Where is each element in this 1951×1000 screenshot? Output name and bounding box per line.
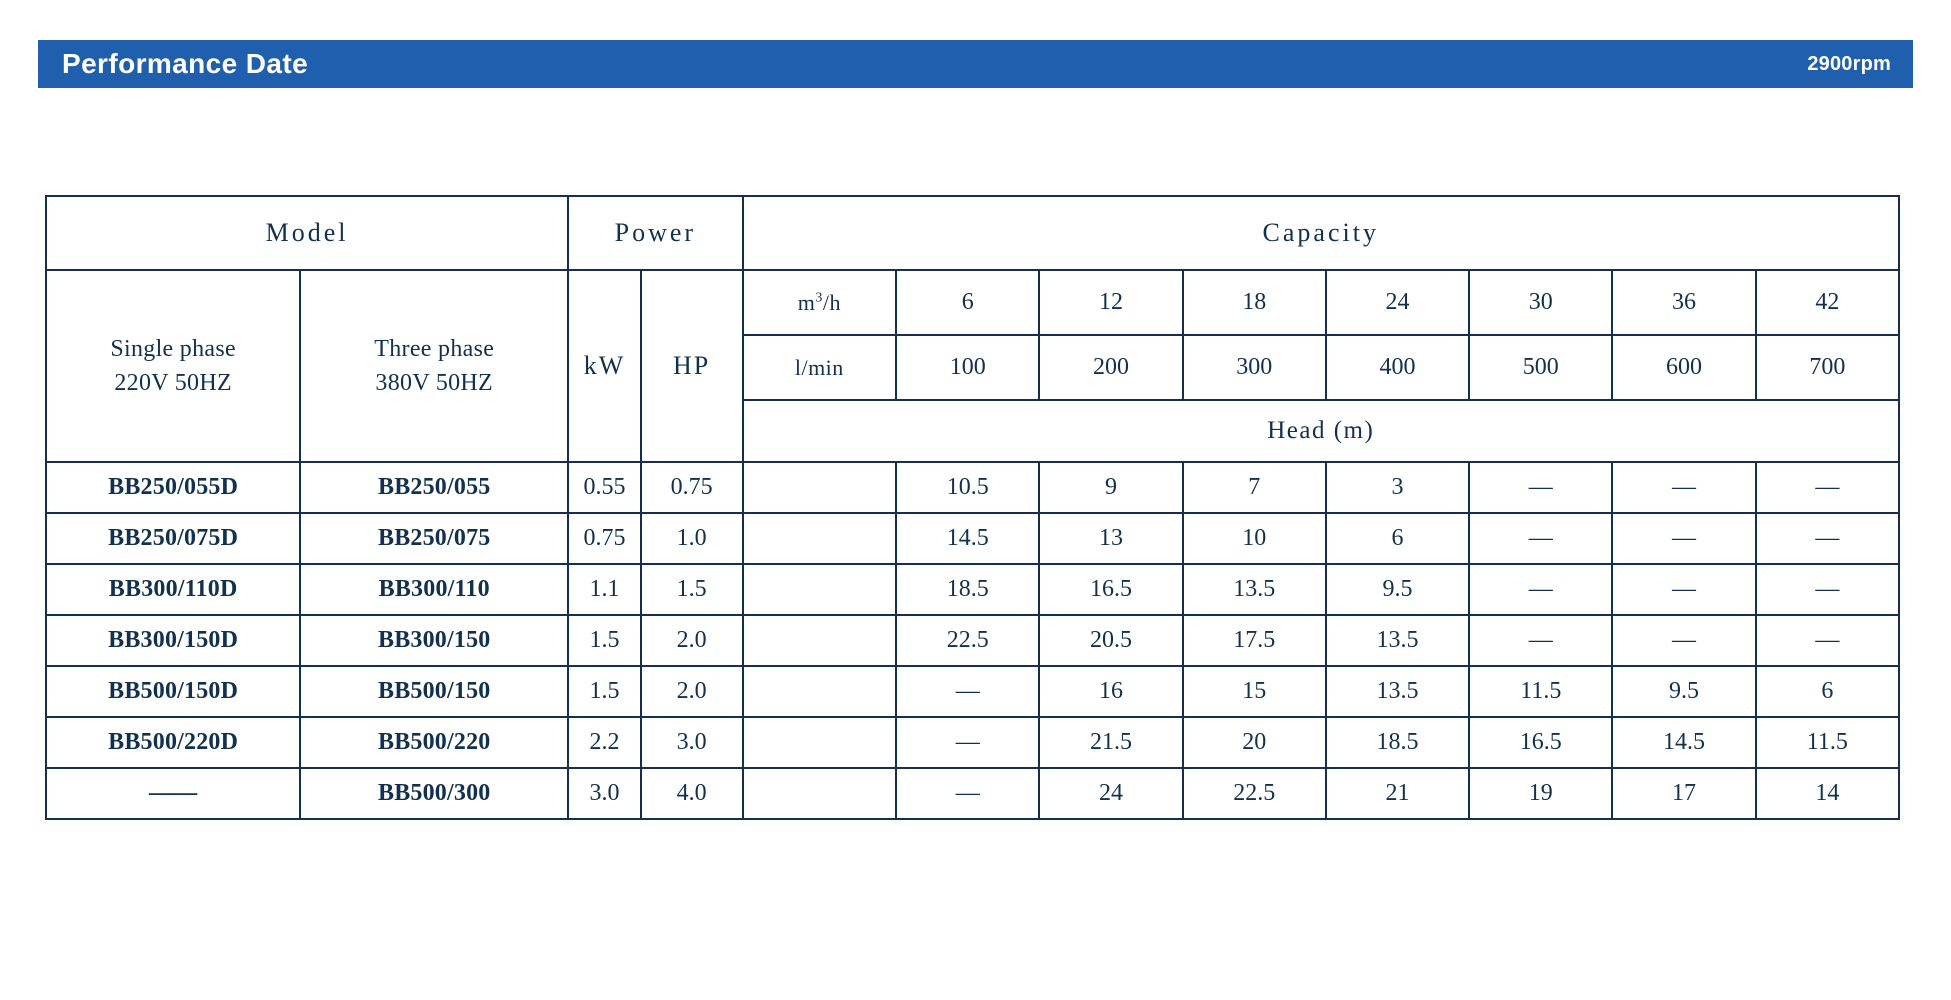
cell-head-3: 13.5: [1183, 564, 1326, 615]
cell-head-4: 13.5: [1326, 666, 1469, 717]
cell-head-7: —: [1756, 513, 1899, 564]
header-unit-m3h-exponent: 3: [815, 290, 823, 306]
header-three-phase-line1: Three phase: [374, 335, 495, 362]
section-header-banner: [38, 40, 1913, 88]
cell-head-3: 20: [1183, 717, 1326, 768]
cell-head-6: 14.5: [1612, 717, 1755, 768]
header-head-m: Head (m): [743, 400, 1899, 462]
cell-head-3: 10: [1183, 513, 1326, 564]
cell-head-5: —: [1469, 564, 1612, 615]
cell-head-1: —: [896, 717, 1039, 768]
header-single-phase-line1: Single phase: [110, 335, 236, 362]
cell-single-phase-model: ――: [46, 768, 300, 819]
cell-head-5: —: [1469, 513, 1612, 564]
cell-head-6: 17: [1612, 768, 1755, 819]
capacity-lmin-6: 600: [1612, 335, 1755, 400]
cell-head-1: 10.5: [896, 462, 1039, 513]
performance-table-wrapper: [45, 195, 1900, 820]
cell-kw: 1.5: [568, 615, 641, 666]
header-single-phase-line2: 220V 50HZ: [114, 370, 232, 396]
cell-head-7: 14: [1756, 768, 1899, 819]
capacity-m3h-3: 18: [1183, 270, 1326, 335]
capacity-m3h-2: 12: [1039, 270, 1182, 335]
header-model: Model: [46, 196, 568, 270]
cell-single-phase-model: BB500/150D: [46, 666, 300, 717]
cell-kw: 1.5: [568, 666, 641, 717]
cell-single-phase-model: BB300/110D: [46, 564, 300, 615]
cell-three-phase-model: BB500/150: [300, 666, 568, 717]
capacity-lmin-5: 500: [1469, 335, 1612, 400]
header-unit-lmin: l/min: [743, 335, 897, 400]
table-row: [46, 768, 1899, 819]
cell-head-3: 22.5: [1183, 768, 1326, 819]
cell-head-5: 11.5: [1469, 666, 1612, 717]
cell-kw: 1.1: [568, 564, 641, 615]
rpm-badge: 2900rpm: [1807, 52, 1891, 75]
cell-head-2: 16.5: [1039, 564, 1182, 615]
header-kw: kW: [568, 270, 641, 462]
cell-head-1: 22.5: [896, 615, 1039, 666]
cell-single-phase-model: BB250/075D: [46, 513, 300, 564]
table-row: [46, 513, 1899, 564]
cell-head-4: 9.5: [1326, 564, 1469, 615]
table-header-group-row: [46, 196, 1899, 270]
cell-head-2: 13: [1039, 513, 1182, 564]
cell-hp: 2.0: [641, 615, 743, 666]
cell-head-0: [743, 462, 897, 513]
cell-head-0: [743, 768, 897, 819]
capacity-m3h-7: 42: [1756, 270, 1899, 335]
cell-hp: 2.0: [641, 666, 743, 717]
cell-head-6: —: [1612, 564, 1755, 615]
header-unit-m3h-tail: /h: [822, 289, 841, 315]
cell-head-2: 9: [1039, 462, 1182, 513]
cell-head-0: [743, 564, 897, 615]
header-three-phase-line2: 380V 50HZ: [375, 370, 494, 396]
cell-hp: 1.5: [641, 564, 743, 615]
cell-three-phase-model: BB500/220: [300, 717, 568, 768]
cell-single-phase-model: BB250/055D: [46, 462, 300, 513]
header-unit-m3h-base: m: [797, 289, 816, 315]
cell-hp: 4.0: [641, 768, 743, 819]
cell-head-4: 18.5: [1326, 717, 1469, 768]
cell-single-phase-model: BB300/150D: [46, 615, 300, 666]
cell-head-2: 24: [1039, 768, 1182, 819]
performance-table: [45, 195, 1900, 820]
capacity-m3h-6: 36: [1612, 270, 1755, 335]
header-three-phase: [300, 270, 568, 462]
cell-head-7: 11.5: [1756, 717, 1899, 768]
cell-head-5: 19: [1469, 768, 1612, 819]
cell-three-phase-model: BB300/150: [300, 615, 568, 666]
cell-head-4: 3: [1326, 462, 1469, 513]
cell-head-6: —: [1612, 513, 1755, 564]
table-row: [46, 564, 1899, 615]
page-title: Performance Date: [62, 48, 309, 79]
cell-head-5: —: [1469, 462, 1612, 513]
cell-head-0: [743, 666, 897, 717]
capacity-m3h-1: 6: [896, 270, 1039, 335]
cell-three-phase-model: BB300/110: [300, 564, 568, 615]
cell-single-phase-model: BB500/220D: [46, 717, 300, 768]
table-row: [46, 666, 1899, 717]
cell-head-1: —: [896, 666, 1039, 717]
cell-hp: 1.0: [641, 513, 743, 564]
capacity-lmin-4: 400: [1326, 335, 1469, 400]
cell-hp: 3.0: [641, 717, 743, 768]
cell-head-6: 9.5: [1612, 666, 1755, 717]
table-row: [46, 615, 1899, 666]
table-row: [46, 462, 1899, 513]
capacity-m3h-4: 24: [1326, 270, 1469, 335]
header-single-phase: [46, 270, 300, 462]
cell-three-phase-model: BB250/075: [300, 513, 568, 564]
table-header-m3h-row: [46, 270, 1899, 335]
header-unit-m3h: [743, 270, 897, 335]
cell-head-3: 17.5: [1183, 615, 1326, 666]
cell-head-2: 20.5: [1039, 615, 1182, 666]
cell-head-4: 13.5: [1326, 615, 1469, 666]
cell-kw: 3.0: [568, 768, 641, 819]
cell-head-1: 18.5: [896, 564, 1039, 615]
cell-head-3: 7: [1183, 462, 1326, 513]
cell-head-5: 16.5: [1469, 717, 1612, 768]
cell-kw: 0.75: [568, 513, 641, 564]
cell-head-2: 16: [1039, 666, 1182, 717]
cell-head-1: —: [896, 768, 1039, 819]
cell-kw: 0.55: [568, 462, 641, 513]
cell-head-0: [743, 717, 897, 768]
cell-head-7: —: [1756, 564, 1899, 615]
cell-head-5: —: [1469, 615, 1612, 666]
cell-head-3: 15: [1183, 666, 1326, 717]
cell-kw: 2.2: [568, 717, 641, 768]
cell-three-phase-model: BB500/300: [300, 768, 568, 819]
capacity-m3h-5: 30: [1469, 270, 1612, 335]
table-row: [46, 717, 1899, 768]
cell-head-1: 14.5: [896, 513, 1039, 564]
cell-head-0: [743, 513, 897, 564]
header-hp: HP: [641, 270, 743, 462]
cell-head-2: 21.5: [1039, 717, 1182, 768]
cell-head-6: —: [1612, 462, 1755, 513]
cell-head-4: 6: [1326, 513, 1469, 564]
capacity-lmin-7: 700: [1756, 335, 1899, 400]
cell-three-phase-model: BB250/055: [300, 462, 568, 513]
capacity-lmin-3: 300: [1183, 335, 1326, 400]
cell-head-7: —: [1756, 615, 1899, 666]
cell-head-4: 21: [1326, 768, 1469, 819]
cell-head-7: 6: [1756, 666, 1899, 717]
capacity-lmin-1: 100: [896, 335, 1039, 400]
cell-head-7: —: [1756, 462, 1899, 513]
header-capacity: Capacity: [743, 196, 1899, 270]
capacity-lmin-2: 200: [1039, 335, 1182, 400]
cell-head-0: [743, 615, 897, 666]
header-power: Power: [568, 196, 742, 270]
cell-head-6: —: [1612, 615, 1755, 666]
cell-hp: 0.75: [641, 462, 743, 513]
